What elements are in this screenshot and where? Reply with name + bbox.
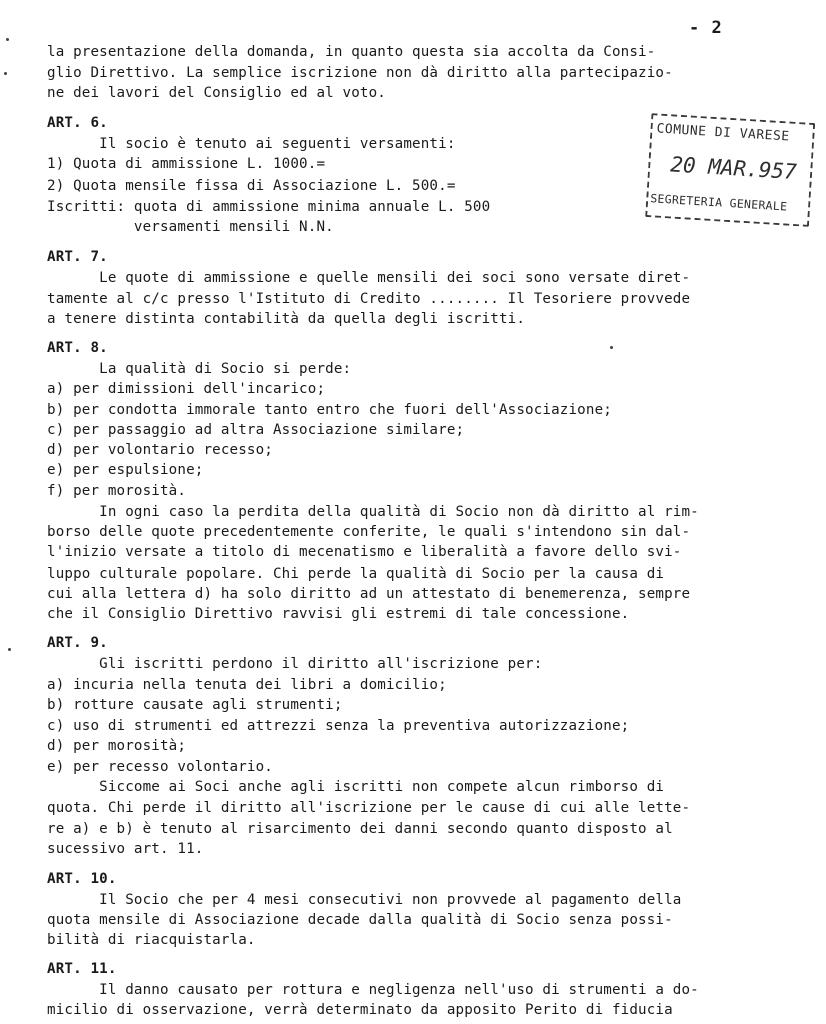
stamp-office: SEGRETERIA GENERALE (649, 191, 788, 214)
text-line: che il Consiglio Direttivo ravvisi gli estremi di tale concessione. (47, 606, 630, 622)
text-line: Gli iscritti perdono il diritto all'iscrizione per: (47, 656, 543, 672)
text-line: c) per passaggio ad altra Associazione similare; (47, 422, 465, 438)
text-line: c) uso di strumenti ed attrezzi senza la preventiva autorizzazione; (47, 718, 630, 734)
text-line: a tenere distinta contabilità da quella degli iscritti. (47, 311, 526, 327)
text-line: 1) Quota di ammissione L. 1000.= (47, 156, 326, 172)
article-heading: ART. 8. (47, 340, 108, 356)
text-line: cui alla lettera d) ha solo diritto ad un attestato di benemerenza, sempre (47, 586, 691, 602)
page-number: - 2 (689, 18, 723, 38)
text-line: Le quote di ammissione e quelle mensili dei soci sono versate diret- (47, 270, 691, 286)
stamp-municipality: COMUNE DI VARESE (656, 121, 790, 145)
text-line: tamente al c/c presso l'Istituto di Credito ........ Il Tesoriere provvede (47, 291, 691, 307)
text-line: 2) Quota mensile fissa di Associazione L. 500.= (47, 178, 456, 194)
text-line: b) per condotta immorale tanto entro che fuori dell'Associazione; (47, 402, 612, 418)
text-line: quota. Chi perde il diritto all'iscrizione per le cause di cui alle lette- (47, 800, 691, 816)
paper-speck (610, 346, 613, 349)
text-line: Il socio è tenuto ai seguenti versamenti: (47, 136, 456, 152)
text-line: f) per morosità. (47, 483, 187, 499)
text-line: l'inizio versate a titolo di mecenatismo e liberalità a favore dello svi- (47, 544, 682, 560)
text-line: e) per recesso volontario. (47, 759, 273, 775)
text-line: ne dei lavori del Consiglio ed al voto. (47, 85, 386, 101)
text-line: micilio di osservazione, verrà determinato da apposito Perito di fiducia (47, 1002, 673, 1018)
text-line: Iscritti: quota di ammissione minima annuale L. 500 (47, 199, 491, 215)
text-line: bilità di riacquistarla. (47, 932, 256, 948)
article-heading: ART. 7. (47, 249, 108, 265)
text-line: d) per morosità; (47, 738, 187, 754)
text-line: re a) e b) è tenuto al risarcimento dei danni secondo quanto disposto al (47, 821, 673, 837)
text-line: borso delle quote precedentemente conferite, le quali s'intendono sin dal- (47, 524, 691, 540)
text-line: la presentazione della domanda, in quanto questa sia accolta da Consi- (47, 44, 656, 60)
article-heading: ART. 9. (47, 635, 108, 651)
text-line: versamenti mensili N.N. (47, 219, 334, 235)
paper-speck (6, 38, 9, 41)
text-line: luppo culturale popolare. Chi perde la qualità di Socio per la causa di (47, 566, 665, 582)
text-line: b) rotture causate agli strumenti; (47, 697, 343, 713)
text-line: glio Direttivo. La semplice iscrizione non dà diritto alla partecipazio- (47, 65, 673, 81)
text-line: sucessivo art. 11. (47, 841, 204, 857)
article-heading: ART. 10. (47, 871, 117, 887)
text-line: La qualità di Socio si perde: (47, 361, 352, 377)
article-heading: ART. 6. (47, 115, 108, 131)
text-line: d) per volontario recesso; (47, 442, 273, 458)
text-line: e) per espulsione; (47, 462, 204, 478)
paper-speck (4, 72, 7, 75)
text-line: Il Socio che per 4 mesi consecutivi non provvede al pagamento della (47, 892, 682, 908)
text-line: a) incuria nella tenuta dei libri a domicilio; (47, 677, 447, 693)
text-line: Siccome ai Soci anche agli iscritti non compete alcun rimborso di (47, 779, 665, 795)
text-line: Il danno causato per rottura e negligenza nell'uso di strumenti a do- (47, 982, 699, 998)
official-stamp (645, 113, 815, 233)
text-line: In ogni caso la perdita della qualità di Socio non dà diritto al rim- (47, 504, 699, 520)
paper-speck (8, 648, 11, 651)
stamp-date: 20 MAR.957 (669, 152, 798, 185)
text-line: a) per dimissioni dell'incarico; (47, 381, 326, 397)
text-line: quota mensile di Associazione decade dalla qualità di Socio senza possi- (47, 912, 673, 928)
article-heading: ART. 11. (47, 961, 117, 977)
